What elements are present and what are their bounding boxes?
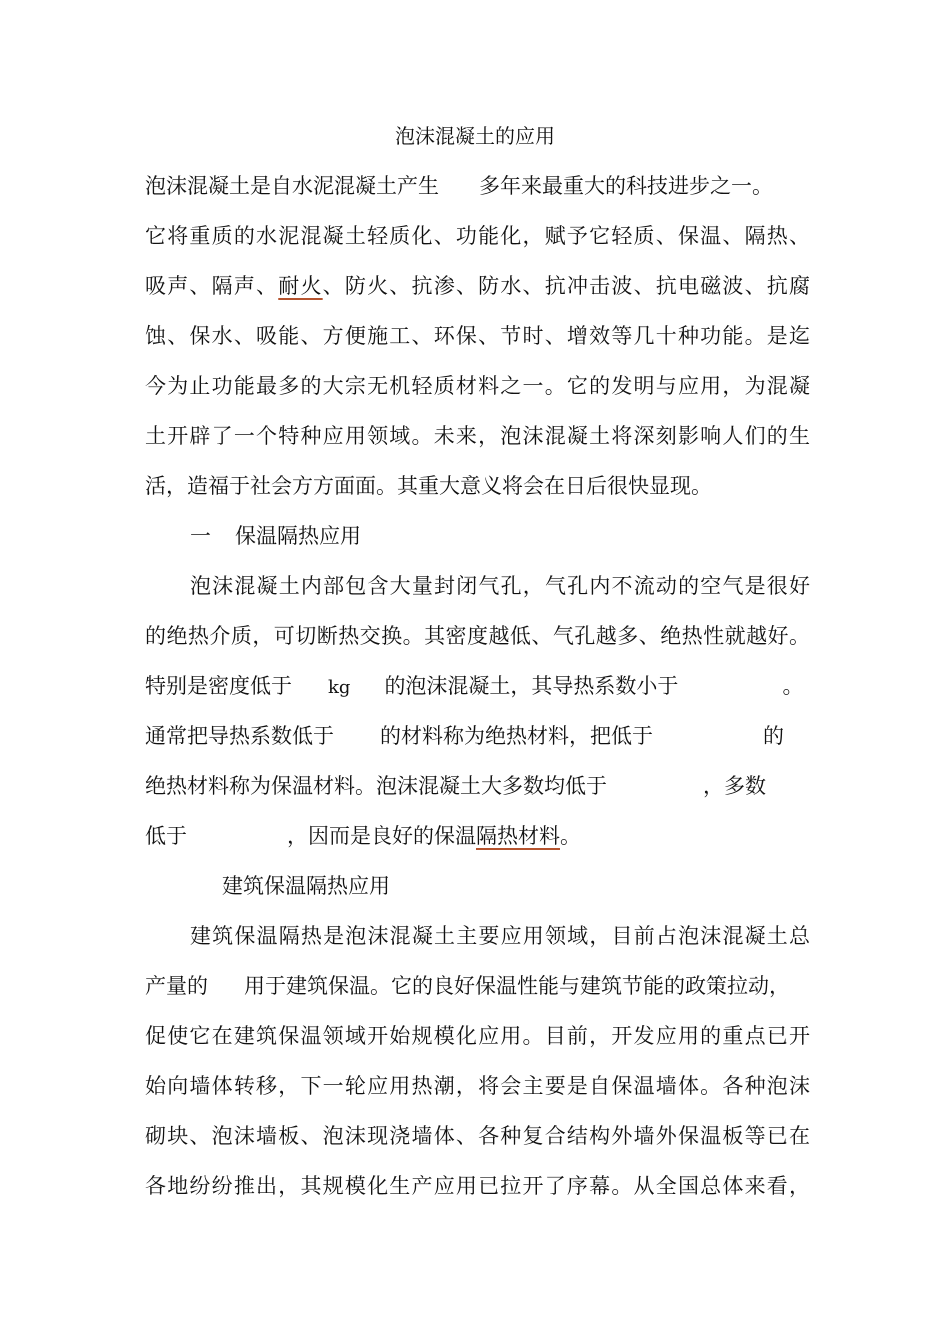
- text-line: [145, 671, 810, 703]
- text-segment: 的泡沫混凝土，其导热系数小于: [384, 674, 679, 698]
- text-segment: 产量的: [145, 974, 208, 998]
- underlined-term: 耐火: [278, 274, 323, 298]
- page-title: 泡沫混凝土的应用: [395, 124, 555, 148]
- text-line: [145, 171, 810, 201]
- text-line: 促使它在建筑保温领域开始规模化应用。目前，开发应用的重点已开: [145, 1024, 810, 1048]
- text-line: [145, 271, 810, 301]
- text-segment: 绝热材料称为保温材料。泡沫混凝土大多数均低于: [145, 774, 607, 798]
- text-line: 活，造福于社会方方面面。其重大意义将会在日后很快显现。: [145, 474, 712, 498]
- text-line: 它将重质的水泥混凝土轻质化、功能化，赋予它轻质、保温、隔热、: [145, 224, 810, 248]
- text-segment: 多年来最重大的科技进步之一。: [479, 174, 773, 198]
- text-segment: 低于: [145, 824, 187, 848]
- text-line: 建筑保温隔热是泡沫混凝土主要应用领域，目前占泡沫混凝土总: [190, 924, 810, 948]
- text-line: [145, 971, 810, 1001]
- section-heading: 建筑保温隔热应用: [222, 874, 390, 898]
- text-line: [145, 721, 810, 751]
- heading-text: 保温隔热应用: [235, 524, 361, 548]
- underlined-term: 隔热材料: [476, 824, 560, 848]
- text-line: [145, 821, 810, 851]
- text-segment: ，因而是良好的保温: [287, 824, 476, 848]
- text-line: [145, 771, 810, 801]
- text-segment: 。: [782, 674, 804, 698]
- text-line: 的绝热介质，可切断热交换。其密度越低、气孔越多、绝热性就越好。: [145, 624, 810, 648]
- text-segment: 。: [560, 824, 581, 848]
- text-segment: 通常把导热系数低于: [145, 724, 334, 748]
- text-line: 土开辟了一个特种应用领域。未来，泡沫混凝土将深刻影响人们的生: [145, 424, 810, 448]
- text-line: 今为止功能最多的大宗无机轻质材料之一。它的发明与应用，为混凝: [145, 374, 810, 398]
- heading-number: 一: [190, 524, 211, 548]
- text-line: 蚀、保水、吸能、方便施工、环保、节时、增效等几十种功能。是迄: [145, 324, 810, 348]
- text-segment: 、防火、抗渗、防水、抗冲击波、抗电磁波、抗腐: [322, 274, 811, 298]
- text-line: 始向墙体转移，下一轮应用热潮，将会主要是自保温墙体。各种泡沫: [145, 1074, 810, 1098]
- text-segment: 的: [763, 724, 784, 748]
- text-line: 泡沫混凝土内部包含大量封闭气孔，气孔内不流动的空气是很好: [190, 574, 810, 598]
- text-line: 砌块、泡沫墙板、泡沫现浇墙体、各种复合结构外墙外保温板等已在: [145, 1124, 810, 1148]
- section-heading: [190, 521, 790, 551]
- unit-label: kg: [328, 677, 351, 698]
- text-segment: 泡沫混凝土是自水泥混凝土产生: [145, 174, 439, 198]
- text-segment: 特别是密度低于: [145, 674, 292, 698]
- text-segment: 的材料称为绝热材料，把低于: [380, 724, 653, 748]
- text-line: 各地纷纷推出，其规模化生产应用已拉开了序幕。从全国总体来看，: [145, 1174, 810, 1198]
- text-segment: ，多数: [703, 774, 766, 798]
- text-segment: 吸声、隔声、: [145, 274, 279, 298]
- text-segment: 用于建筑保温。它的良好保温性能与建筑节能的政策拉动，: [244, 974, 790, 998]
